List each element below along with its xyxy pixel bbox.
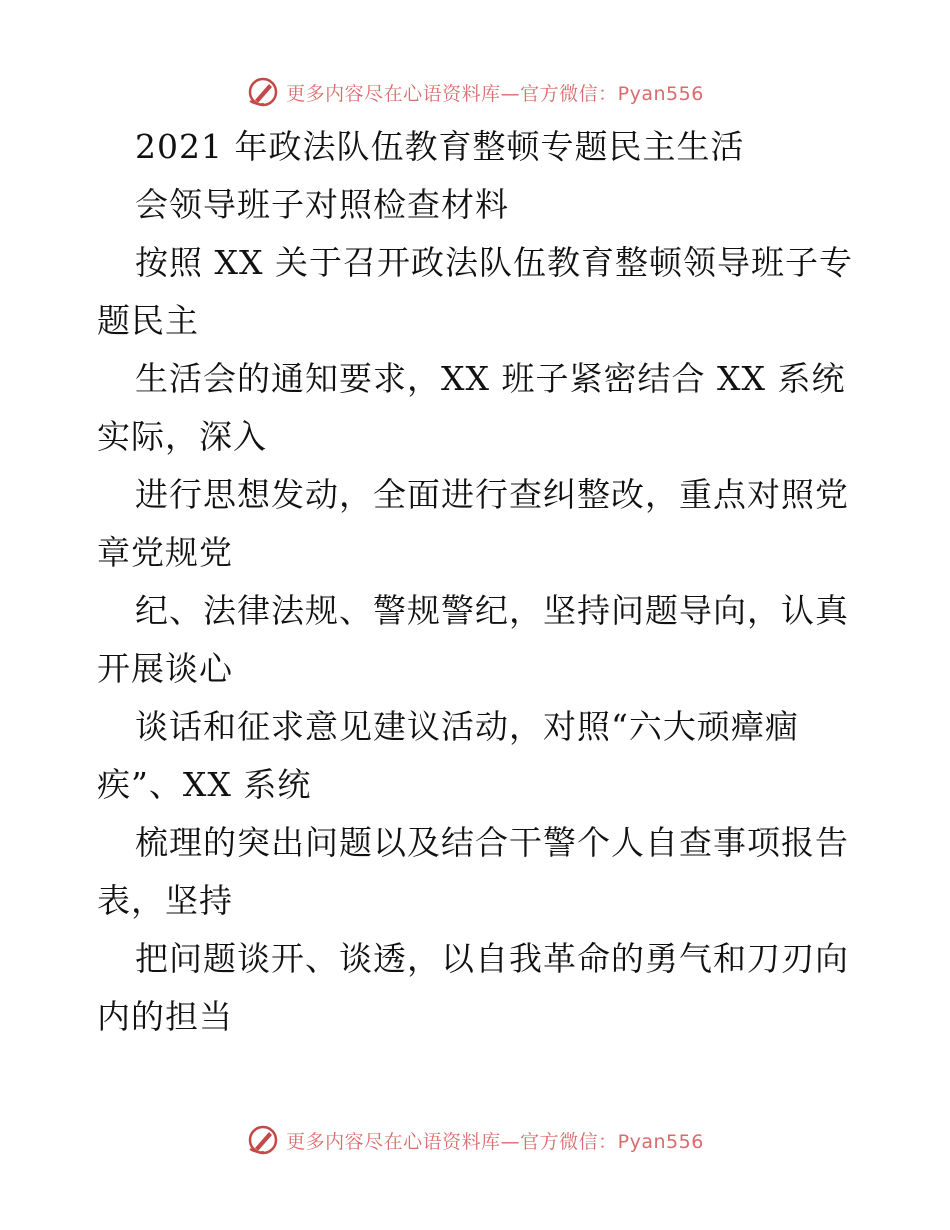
paragraph-line: 会领导班子对照检查材料: [135, 185, 509, 224]
paragraph-line: 内的担当: [97, 997, 233, 1036]
paragraph-line: 实际，深入: [97, 417, 267, 456]
paragraph-line: 进行思想发动，全面进行查纠整改，重点对照党: [135, 475, 849, 514]
paragraph-line: 纪、法律法规、警规警纪，坚持问题导向，认真: [135, 591, 849, 630]
document-body: [97, 118, 857, 1046]
paragraph-line: 谈话和征求意见建议活动，对照“六大顽瘴痼: [135, 707, 799, 746]
paragraph-line: 表，坚持: [97, 881, 233, 920]
pen-logo-icon: [246, 75, 280, 109]
watermark-text: 更多内容尽在心语资料库—官方微信：Pyan556: [286, 82, 704, 105]
paragraph-line: 2021 年政法队伍教育整顿专题民主生活: [135, 127, 745, 166]
watermark-text: 更多内容尽在心语资料库—官方微信：Pyan556: [286, 1130, 704, 1153]
watermark-footer: [0, 1120, 950, 1160]
paragraph-line: 梳理的突出问题以及结合干警个人自查事项报告: [135, 823, 849, 862]
watermark-header: [0, 72, 950, 112]
paragraph-line: 生活会的通知要求，XX 班子紧密结合 XX 系统: [135, 359, 846, 398]
pen-logo-icon: [246, 1123, 280, 1157]
paragraph-line: 章党规党: [97, 533, 233, 572]
paragraph-line: 按照 XX 关于召开政法队伍教育整顿领导班子专: [135, 243, 853, 282]
paragraph-line: 题民主: [97, 301, 199, 340]
paragraph-line: 开展谈心: [97, 649, 233, 688]
paragraph-line: 把问题谈开、谈透，以自我革命的勇气和刀刃向: [135, 939, 849, 978]
paragraph-line: 疾”、XX 系统: [97, 765, 312, 804]
